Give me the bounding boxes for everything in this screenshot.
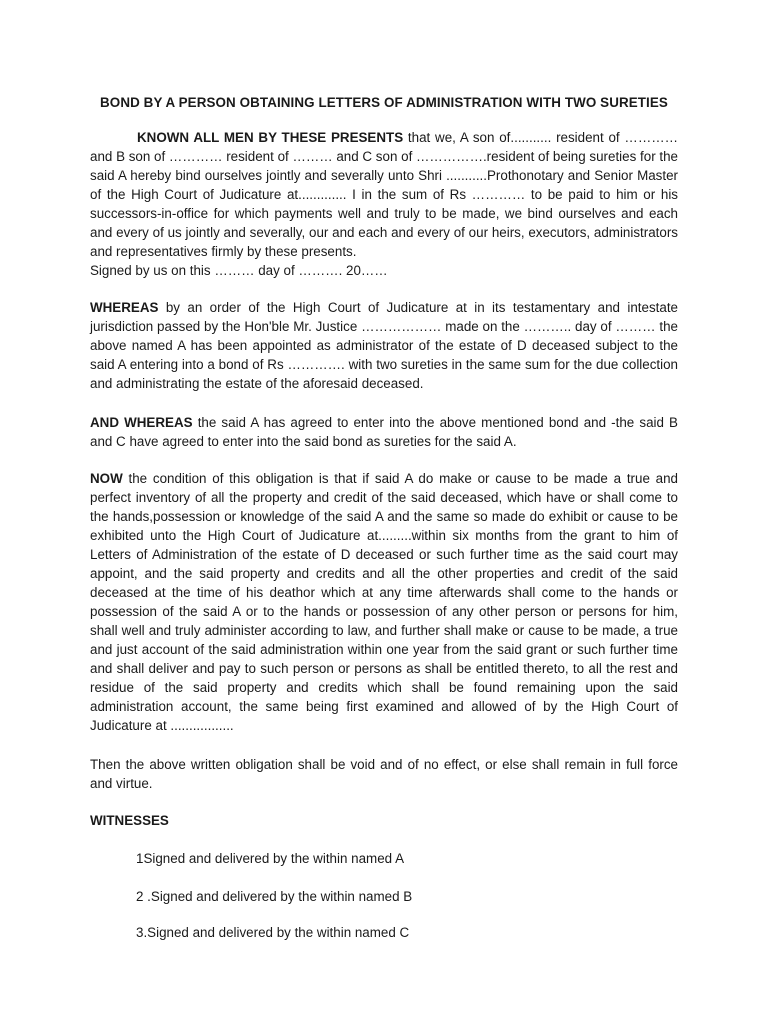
witness-item: 2 .Signed and delivered by the within named B	[136, 889, 413, 904]
witness-item: 1Signed and delivered by the within named A	[136, 851, 404, 866]
lead-whereas: WHEREAS	[90, 300, 159, 315]
paragraph-whereas	[90, 298, 678, 393]
text-now: the condition of this obligation is that if said A do make or cause to be made a true and perfect inventory of all the property and credit of the said deceased, which have or shall come to the hands,possession or knowledge of the said A and the same so made do exhibit or cause to be exhibited unto the High Court of Judicature at.........within six months from the grant to him of Letters of Administration of the estate of D deceased or such further time as the said court may appoint, and the said property and credits and all the other properties and credit of the said deceased at the time of his deathor which at any time afterwards shall come to the hands or possession of the said A or to the hands or possession of any other person or persons for him, shall well and truly administer according to law, and further shall make or cause to be made, a true and just account of the said administration within one year from the said grant or such further time and shall deliver and pay to such person or persons as shall be entitled thereto, to all the rest and residue of the said property and credits which shall be found remaining upon the said administration account, the same being first examined and allowed of by the High Court of Judicature at .................	[90, 471, 678, 733]
text-whereas: by an order of the High Court of Judicature at in its testamentary and intestate jurisdiction passed by the Hon'ble Mr. Justice ……………… made on the ……….. day of ……… the above named A has been appointed as administrator of the estate of D deceased subject to the said A entering into a bond of Rs …………. with two sureties in the same sum for the due collection and administrating the estate of the aforesaid deceased.	[90, 300, 678, 391]
paragraph-and-whereas	[90, 413, 678, 451]
text-and-whereas: the said A has agreed to enter into the above mentioned bond and -the said B and C have agreed to enter into the said bond as sureties for the said A.	[90, 415, 678, 449]
text-known-all-men: that we, A son of........... resident of …………and B son of ………… resident of ……… and C son of …………….resident of being sureties for the said A hereby bind ourselves jointly and severally unto Shri ...........Prothonotary and Senior Master of the High Court of Judicature at............. I in the sum of Rs ………… to be paid to him or his successors-in-office for which payments well and truly to be made, we bind ourselves and each and every of us jointly and severally, our and each and every of our heirs, executors, administrators and representatives firmly by these presents.	[90, 130, 678, 259]
witness-item: 3.Signed and delivered by the within named C	[136, 925, 410, 940]
signed-line: Signed by us on this ……… day of ………. 20……	[90, 263, 388, 278]
lead-and-whereas: AND WHEREAS	[90, 415, 193, 430]
paragraph-then: Then the above written obligation shall be void and of no effect, or else shall remain in full force and virtue.	[90, 757, 678, 791]
witnesses-heading: WITNESSES	[90, 813, 169, 828]
document-title: BOND BY A PERSON OBTAINING LETTERS OF ADMINISTRATION WITH TWO SURETIES	[100, 95, 668, 110]
lead-now: NOW	[90, 471, 123, 486]
paragraph-now	[90, 469, 678, 735]
lead-known-all-men: KNOWN ALL MEN BY THESE PRESENTS	[137, 130, 404, 145]
document-page	[90, 93, 678, 942]
paragraph-known-all-men	[90, 128, 678, 261]
